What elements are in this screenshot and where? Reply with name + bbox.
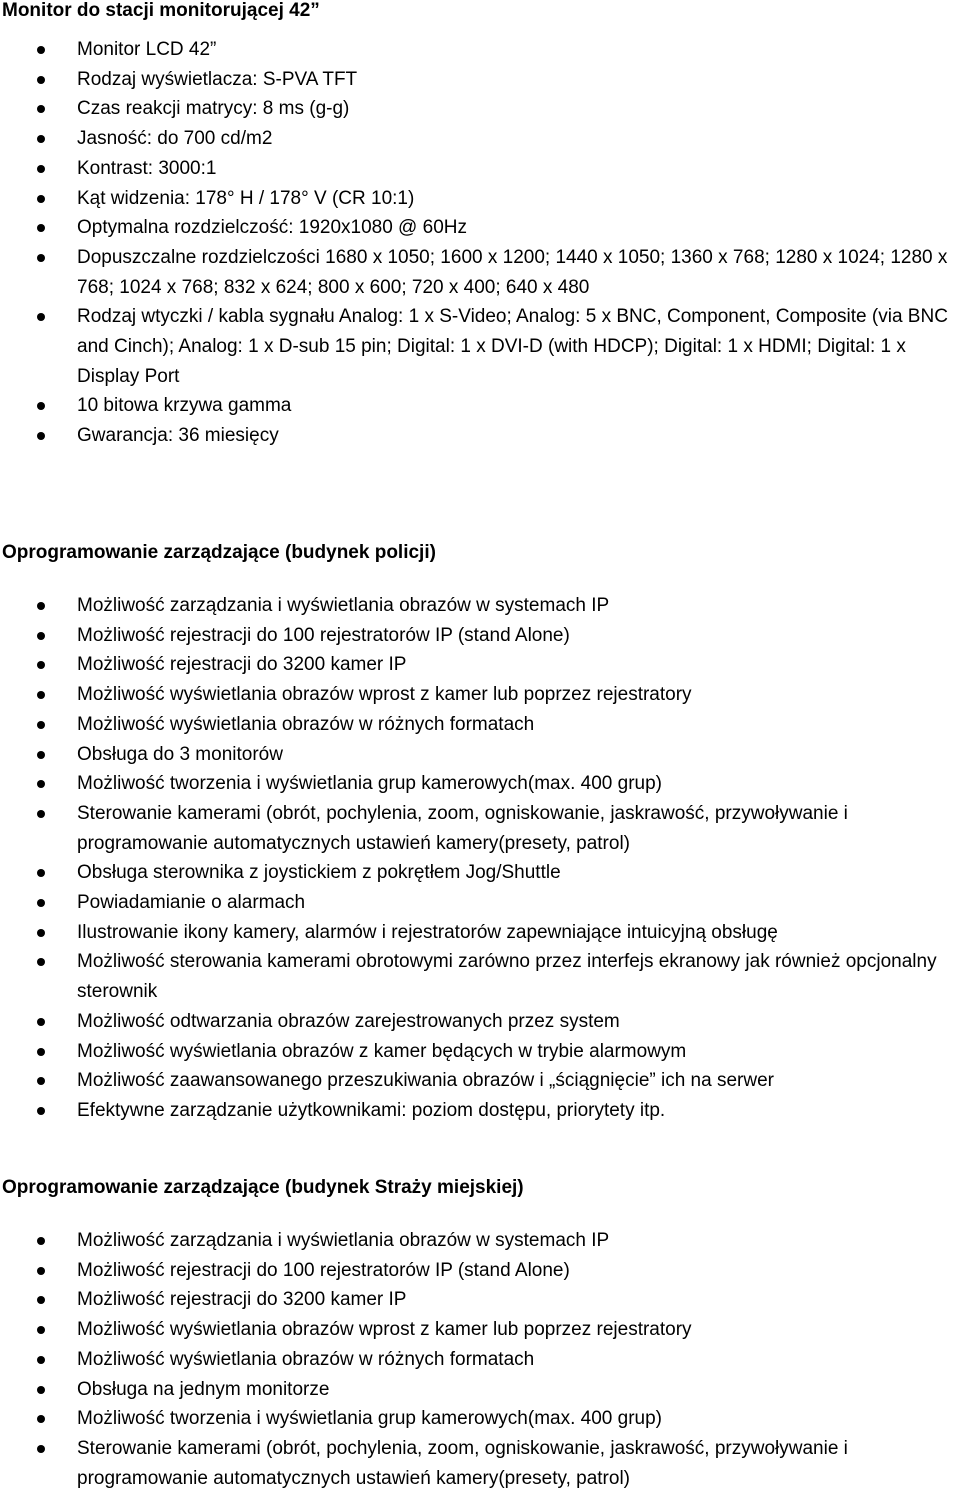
bullet-icon xyxy=(37,958,45,966)
list-item xyxy=(0,680,960,710)
list-item xyxy=(0,858,960,888)
section-software-police xyxy=(0,541,960,1126)
list-item-text: Możliwość wyświetlania obrazów w różnych formatach xyxy=(77,1348,535,1370)
bullet-icon xyxy=(37,254,45,262)
list-item-text: Możliwość wyświetlania obrazów wprost z kamer lub poprzez rejestratory xyxy=(77,1319,692,1341)
list-item-text: Czas reakcji matrycy: 8 ms (g-g) xyxy=(77,98,350,120)
list-item xyxy=(0,391,960,421)
bullet-icon xyxy=(37,929,45,937)
list-item-text: Efektywne zarządzanie użytkownikami: poziom dostępu, priorytety itp. xyxy=(77,1099,666,1121)
bullet-icon xyxy=(37,780,45,788)
bullet-icon xyxy=(37,869,45,877)
list-item xyxy=(0,591,960,621)
list-item-text: Możliwość sterowania kamerami obrotowymi zarówno przez interfejs ekranowy jak również opcjonalny sterownik xyxy=(77,951,937,1003)
list-item xyxy=(0,740,960,770)
list-item xyxy=(0,1007,960,1037)
bullet-icon xyxy=(37,105,45,113)
bullet-icon xyxy=(37,313,45,321)
bullet-icon xyxy=(37,1356,45,1364)
section-monitor xyxy=(0,0,960,451)
bullet-icon xyxy=(37,402,45,410)
list-item xyxy=(0,918,960,948)
list-item-text: Rodzaj wyświetlacza: S-PVA TFT xyxy=(77,68,358,90)
list-item-text: Możliwość odtwarzania obrazów zarejestrowanych przez system xyxy=(77,1010,620,1032)
list-item xyxy=(0,184,960,214)
list-item-text: Rodzaj wtyczki / kabla sygnału Analog: 1 x S-Video; Analog: 5 x BNC, Component, Composite (via BNC and Cinch); Analog: 1 x D-sub 15 pin; Digital: 1 x DVI-D (with HDCP); Digital: 1 x HDMI; Digital: 1 x Display Port xyxy=(77,306,948,387)
list-item xyxy=(0,947,960,1006)
list-item xyxy=(0,710,960,740)
list-item xyxy=(0,1404,960,1434)
list-item-text: Jasność: do 700 cd/m2 xyxy=(77,128,273,150)
list-item xyxy=(0,1315,960,1345)
list-item-text: Obsługa do 3 monitorów xyxy=(77,743,283,765)
list-item-text: Możliwość rejestracji do 100 rejestratorów IP (stand Alone) xyxy=(77,624,570,646)
bullet-icon xyxy=(37,1077,45,1085)
list-item-text: Obsługa sterownika z joystickiem z pokrętłem Jog/Shuttle xyxy=(77,862,561,884)
list-item-text: Monitor LCD 42” xyxy=(77,39,217,60)
list-item xyxy=(0,799,960,858)
list-item xyxy=(0,213,960,243)
bullet-icon xyxy=(37,721,45,729)
bullet-icon xyxy=(37,1018,45,1026)
bullet-icon xyxy=(37,1415,45,1423)
bullet-list xyxy=(0,591,960,1126)
list-item xyxy=(0,1285,960,1315)
bullet-list xyxy=(0,35,960,451)
list-item-text: Gwarancja: 36 miesięcy xyxy=(77,425,279,447)
list-item xyxy=(0,1226,960,1256)
section-heading: Monitor do stacji monitorującej 42” xyxy=(2,0,320,21)
bullet-icon xyxy=(37,165,45,173)
list-item-text: Możliwość rejestracji do 100 rejestratorów IP (stand Alone) xyxy=(77,1259,570,1281)
bullet-icon xyxy=(37,1296,45,1304)
list-item xyxy=(0,243,960,302)
list-item xyxy=(0,888,960,918)
list-item-text: Obsługa na jednym monitorze xyxy=(77,1378,330,1400)
bullet-icon xyxy=(37,432,45,440)
list-item xyxy=(0,1256,960,1286)
list-item xyxy=(0,1434,960,1493)
section-heading: Oprogramowanie zarządzające (budynek Straży miejskiej) xyxy=(2,1177,524,1198)
list-item-text: Możliwość tworzenia i wyświetlania grup kamerowych(max. 400 grup) xyxy=(77,1408,662,1430)
bullet-icon xyxy=(37,661,45,669)
list-item xyxy=(0,421,960,451)
bullet-icon xyxy=(37,1445,45,1453)
list-item xyxy=(0,154,960,184)
list-item-text: Sterowanie kamerami (obrót, pochylenia, zoom, ogniskowanie, jaskrawość, przywoływanie i programowanie automatycznych ustawień kamery(presety, patrol) xyxy=(77,802,848,854)
list-item-text: Możliwość zarządzania i wyświetlania obrazów w systemach IP xyxy=(77,1230,610,1251)
list-item xyxy=(0,94,960,124)
bullet-icon xyxy=(37,751,45,759)
section-software-city-guard xyxy=(0,1176,960,1493)
list-item xyxy=(0,769,960,799)
bullet-icon xyxy=(37,632,45,640)
bullet-icon xyxy=(37,691,45,699)
list-item xyxy=(0,1037,960,1067)
list-item-text: Możliwość wyświetlania obrazów wprost z kamer lub poprzez rejestratory xyxy=(77,684,692,706)
bullet-icon xyxy=(37,810,45,818)
bullet-icon xyxy=(37,1048,45,1056)
list-item xyxy=(0,65,960,95)
list-item-text: Możliwość zaawansowanego przeszukiwania obrazów i „ściągnięcie” ich na serwer xyxy=(77,1070,774,1092)
list-item xyxy=(0,621,960,651)
list-item xyxy=(0,35,960,65)
list-item-text: Możliwość rejestracji do 3200 kamer IP xyxy=(77,654,407,676)
bullet-icon xyxy=(37,135,45,143)
bullet-icon xyxy=(37,1107,45,1115)
bullet-icon xyxy=(37,1326,45,1334)
list-item-text: 10 bitowa krzywa gamma xyxy=(77,395,292,417)
bullet-icon xyxy=(37,76,45,84)
bullet-icon xyxy=(37,1237,45,1245)
list-item-text: Optymalna rozdzielczość: 1920x1080 @ 60Hz xyxy=(77,217,467,239)
list-item-text: Możliwość rejestracji do 3200 kamer IP xyxy=(77,1289,407,1311)
bullet-icon xyxy=(37,602,45,610)
list-item-text: Powiadamianie o alarmach xyxy=(77,892,306,914)
list-item xyxy=(0,302,960,391)
list-item xyxy=(0,650,960,680)
list-item xyxy=(0,124,960,154)
list-item xyxy=(0,1375,960,1405)
bullet-icon xyxy=(37,899,45,907)
list-item-text: Możliwość tworzenia i wyświetlania grup kamerowych(max. 400 grup) xyxy=(77,773,662,795)
list-item-text: Kontrast: 3000:1 xyxy=(77,157,217,179)
bullet-icon xyxy=(37,46,45,54)
list-item-text: Możliwość wyświetlania obrazów w różnych formatach xyxy=(77,713,535,735)
list-item-text: Sterowanie kamerami (obrót, pochylenia, zoom, ogniskowanie, jaskrawość, przywoływanie i programowanie automatycznych ustawień kamery(presety, patrol) xyxy=(77,1437,848,1489)
list-item-text: Możliwość zarządzania i wyświetlania obrazów w systemach IP xyxy=(77,595,610,616)
bullet-icon xyxy=(37,195,45,203)
bullet-list xyxy=(0,1226,960,1493)
bullet-icon xyxy=(37,1386,45,1394)
list-item xyxy=(0,1345,960,1375)
list-item-text: Dopuszczalne rozdzielczości 1680 x 1050; 1600 x 1200; 1440 x 1050; 1360 x 768; 1280 x 1024; 1280 x 768; 1024 x 768; 832 x 624; 800 x 600; 720 x 400; 640 x 480 xyxy=(77,246,948,298)
list-item-text: Możliwość wyświetlania obrazów z kamer będących w trybie alarmowym xyxy=(77,1040,687,1062)
list-item xyxy=(0,1066,960,1096)
bullet-icon xyxy=(37,1267,45,1275)
list-item-text: Ilustrowanie ikony kamery, alarmów i rejestratorów zapewniające intuicyjną obsługę xyxy=(77,921,778,943)
section-heading: Oprogramowanie zarządzające (budynek policji) xyxy=(2,542,436,563)
bullet-icon xyxy=(37,224,45,232)
list-item xyxy=(0,1096,960,1126)
list-item-text: Kąt widzenia: 178° H / 178° V (CR 10:1) xyxy=(77,187,415,209)
